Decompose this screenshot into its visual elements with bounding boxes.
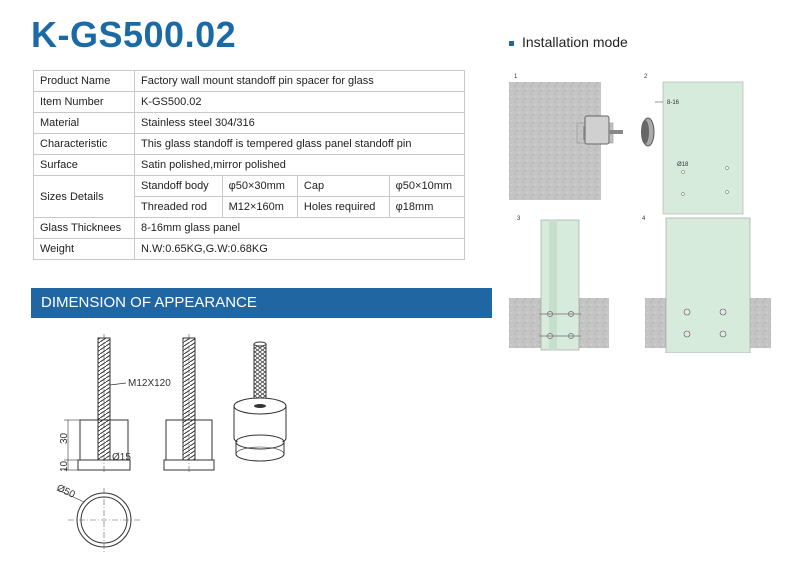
size-cell: Cap (297, 176, 389, 197)
row-value: Stainless steel 304/316 (135, 113, 465, 134)
dimension-drawing (40, 330, 320, 570)
rod-label: M12X120 (128, 378, 171, 389)
hole-dia-label: Ø18 (677, 162, 689, 168)
row-value: Satin polished,mirror polished (135, 155, 465, 176)
step-3-image (509, 216, 609, 350)
perspective-view (234, 342, 286, 461)
dim-10: 10 (59, 460, 70, 472)
table-row (34, 113, 465, 134)
row-label: Item Number (34, 92, 135, 113)
step-4-image (642, 216, 771, 353)
row-value: K-GS500.02 (135, 92, 465, 113)
table-row (34, 239, 465, 260)
side-view (164, 334, 214, 474)
glass-range-label: 8-16 (667, 100, 680, 106)
dia50-label: Ø50 (54, 482, 77, 501)
size-cell: Holes required (297, 197, 389, 218)
step-number: 1 (514, 74, 518, 80)
row-label: Sizes Details (34, 176, 135, 218)
step-number: 3 (517, 216, 521, 222)
table-row (34, 218, 465, 239)
dia15-label: Ø15 (112, 452, 131, 463)
row-label: Characteristic (34, 134, 135, 155)
row-value: 8-16mm glass panel (135, 218, 465, 239)
size-cell: Threaded rod (135, 197, 223, 218)
table-row (34, 134, 465, 155)
row-value: N.W:0.65KG,G.W:0.68KG (135, 239, 465, 260)
row-value: Factory wall mount standoff pin spacer for glass (135, 71, 465, 92)
row-value: This glass standoff is tempered glass panel standoff pin (135, 134, 465, 155)
installation-heading-text: Installation mode (522, 34, 628, 50)
front-view (55, 334, 172, 552)
size-cell: φ50×10mm (389, 176, 464, 197)
dim-30: 30 (59, 432, 70, 444)
size-cell: φ50×30mm (222, 176, 297, 197)
size-cell: M12×160m (222, 197, 297, 218)
bullet-icon (509, 41, 514, 46)
installation-heading (509, 34, 628, 50)
table-row (34, 176, 465, 197)
size-cell: φ18mm (389, 197, 464, 218)
row-label: Material (34, 113, 135, 134)
row-label: Surface (34, 155, 135, 176)
dimension-banner: DIMENSION OF APPEARANCE (31, 288, 492, 318)
spec-table (33, 70, 465, 260)
installation-steps (505, 68, 775, 353)
row-label: Weight (34, 239, 135, 260)
page-title: K-GS500.02 (31, 14, 237, 55)
size-cell: Standoff body (135, 176, 223, 197)
step-2-image (644, 74, 743, 214)
step-number: 2 (644, 74, 648, 80)
table-row (34, 92, 465, 113)
step-number: 4 (642, 216, 646, 222)
row-label: Glass Thicknees (34, 218, 135, 239)
table-row (34, 155, 465, 176)
step-1-image (509, 74, 654, 200)
table-row (34, 71, 465, 92)
row-label: Product Name (34, 71, 135, 92)
